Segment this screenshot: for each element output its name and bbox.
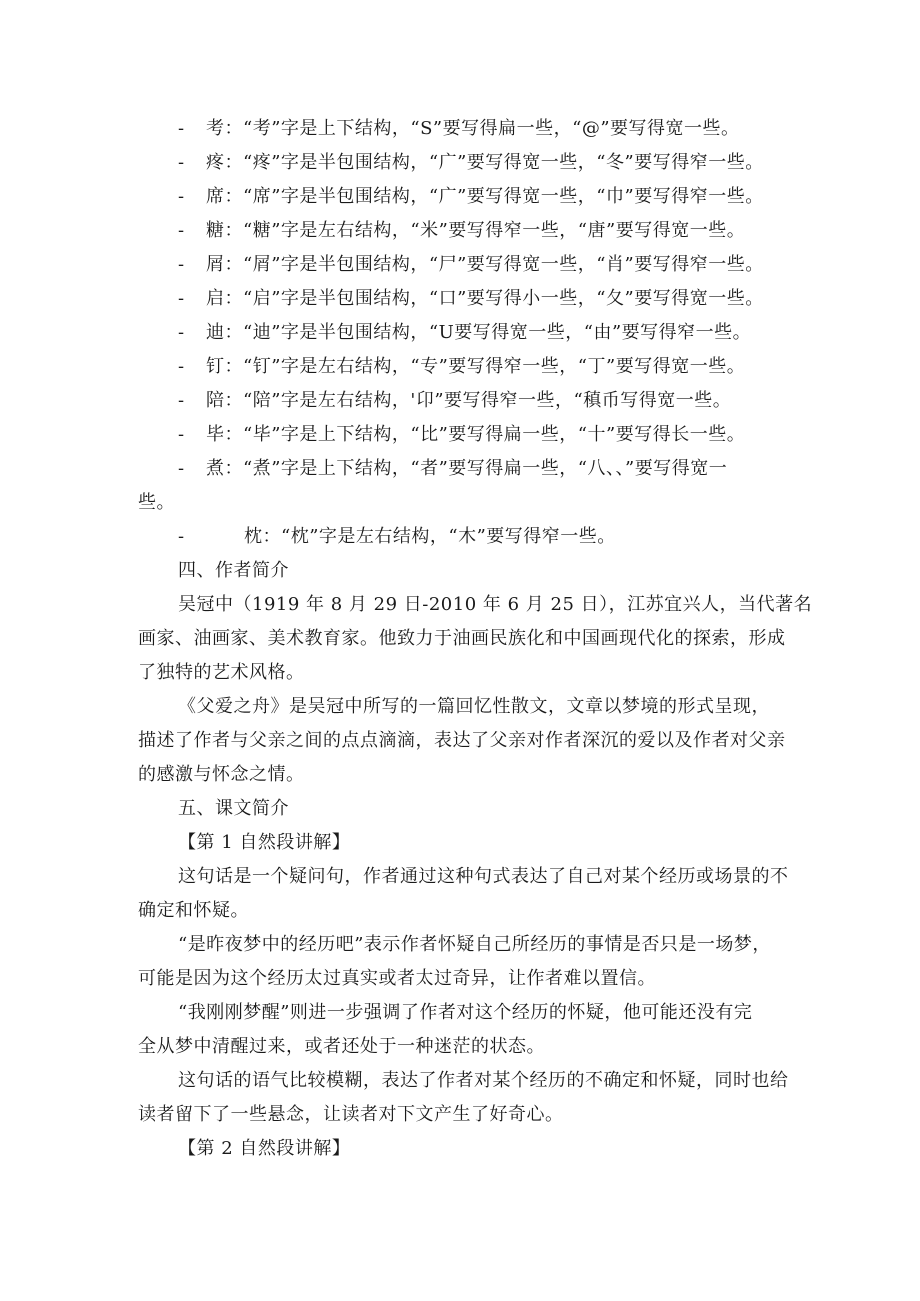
dash-bullet: - xyxy=(178,254,185,275)
dash-bullet: - xyxy=(178,288,185,309)
stroke-item-text: 毕：“毕”字是上下结构，“比”要写得扁一些，“十”要写得长一些。 xyxy=(206,424,746,445)
stroke-item xyxy=(178,112,838,146)
paragraph-line: 全从梦中清醒过来，或者还处于一种迷茫的状态。 xyxy=(138,1036,545,1057)
stroke-item xyxy=(178,520,838,554)
dash-bullet: - xyxy=(178,118,185,139)
paragraph-line: 描述了作者与父亲之间的点点滴滴，表达了父亲对作者深沉的爱以及作者对父亲 xyxy=(138,730,786,751)
stroke-item xyxy=(178,214,838,248)
dash-bullet: - xyxy=(178,390,185,411)
dash-bullet: - xyxy=(178,356,185,377)
paragraph-line: 确定和怀疑。 xyxy=(138,900,249,921)
paragraph-line: 这句话是一个疑问句，作者通过这种句式表达了自己对某个经历或场景的不 xyxy=(178,866,789,887)
stroke-item-text: 糖：“糖”字是左右结构，“米”要写得窄一些，“唐”要写得宽一些。 xyxy=(206,220,746,241)
stroke-item xyxy=(178,418,838,452)
paragraph-line: 这句话的语气比较模糊，表达了作者对某个经历的不确定和怀疑，同时也给 xyxy=(178,1070,789,1091)
paragraph-line: 读者留下了一些悬念，让读者对下文产生了好奇心。 xyxy=(138,1104,564,1125)
paragraph-line: 《父爱之舟》是吴冠中所写的一篇回忆性散文，文章以梦境的形式呈现， xyxy=(178,696,770,717)
paragraph-line: 的感激与怀念之情。 xyxy=(138,764,305,785)
stroke-item-text: 陪：“陪”字是左右结构，'卬”要写得窄一些，“稹币写得宽一些。 xyxy=(206,390,732,411)
dash-bullet: - xyxy=(178,186,185,207)
paragraph-title: 【第 1 自然段讲解】 xyxy=(178,832,351,853)
paragraph-title: 【第 2 自然段讲解】 xyxy=(178,1138,351,1159)
paragraph-line: “是昨夜梦中的经历吧”表示作者怀疑自己所经历的事情是否只是一场梦， xyxy=(178,934,771,955)
stroke-item xyxy=(178,146,838,180)
paragraph-line: 吴冠中（1919 年 8 月 29 日-2010 年 6 月 25 日），江苏宜兴人，当代著名 xyxy=(178,594,813,615)
stroke-item-text: 煮：“煮”字是上下结构，“者”要写得扁一些，“八、、”要写得宽一 xyxy=(206,458,728,479)
stroke-item-text: 考：“考”字是上下结构，“S”要写得扁一些，“@”要写得宽一些。 xyxy=(206,118,740,139)
dash-bullet: - xyxy=(178,220,185,241)
paragraph-line: 画家、油画家、美术教育家。他致力于油画民族化和中国画现代化的探索，形成 xyxy=(138,628,786,649)
stroke-item-text: 席：“席”字是半包围结构，“广”要写得宽一些，“巾”要写得窄一些。 xyxy=(206,186,764,207)
dash-bullet: - xyxy=(178,424,185,445)
stroke-item xyxy=(178,384,838,418)
stroke-item xyxy=(178,180,838,214)
dash-bullet: - xyxy=(178,322,185,343)
stroke-item xyxy=(178,452,838,486)
stroke-item-text: 启：“启”字是半包围结构，“口”要写得小一些，“夂”要写得宽一些。 xyxy=(206,288,764,309)
stroke-item-text: 屑：“屑”字是半包围结构，“尸”要写得宽一些，“肖”要写得窄一些。 xyxy=(206,254,764,275)
stroke-item xyxy=(178,316,838,350)
stroke-item xyxy=(178,248,838,282)
paragraph-line: 了独特的艺术风格。 xyxy=(138,662,305,683)
stroke-item-text: 迪：“迪”字是半包围结构，“U要写得宽一些，“由”要写得窄一些。 xyxy=(206,322,752,343)
dash-bullet: - xyxy=(178,152,185,173)
stroke-item-text: 钉：“钉”字是左右结构，“专”要写得窄一些，“丁”要写得宽一些。 xyxy=(206,356,746,377)
dash-bullet: - xyxy=(178,458,185,479)
section-heading-lesson: 五、课文简介 xyxy=(178,798,289,819)
stroke-item-text: 疼：“疼”字是半包围结构，“广”要写得宽一些，“冬”要写得窄一些。 xyxy=(206,152,764,173)
stroke-item xyxy=(178,282,838,316)
section-heading-author: 四、作者简介 xyxy=(178,560,289,581)
paragraph-line: “我刚刚梦醒”则进一步强调了作者对这个经历的怀疑，他可能还没有完 xyxy=(178,1002,753,1023)
stroke-item xyxy=(178,350,838,384)
stroke-item-text: 枕：“枕”字是左右结构，“木”要写得窄一些。 xyxy=(244,526,616,547)
stroke-item-continuation: 些。 xyxy=(138,492,175,513)
dash-bullet: - xyxy=(178,526,185,547)
paragraph-line: 可能是因为这个经历太过真实或者太过奇异，让作者难以置信。 xyxy=(138,968,656,989)
